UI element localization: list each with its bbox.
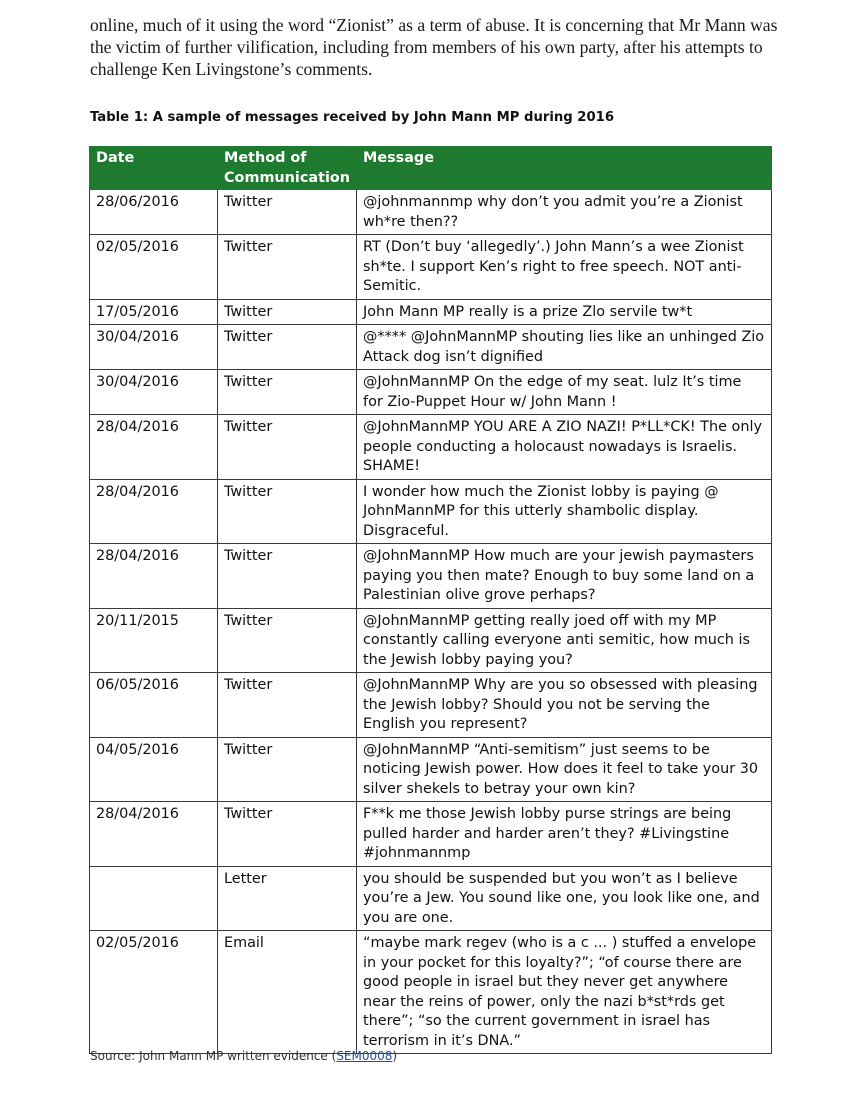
table-body [90,190,772,1054]
date-cell: 28/06/2016 [90,190,218,235]
date-cell: 28/04/2016 [90,802,218,867]
message-cell: @JohnMannMP “Anti-semitism” just seems to be noticing Jewish power. How does it feel to take your 30 silver shekels to betray your own kin? [357,737,772,802]
table-row [90,673,772,738]
table-caption: Table 1: A sample of messages received by John Mann MP during 2016 [90,110,615,125]
table-row [90,866,772,931]
date-cell: 06/05/2016 [90,673,218,738]
method-cell: Twitter [218,673,357,738]
message-cell: “maybe mark regev (who is a c ... ) stuffed a envelope in your pocket for this loyalty?”; “of course there are good people in israel but they never get anywhere near the reins of power, only the nazi b*st*rds get there”; “so the current government in israel has terrorism in it’s DNA.” [357,931,772,1054]
date-cell: 02/05/2016 [90,931,218,1054]
method-cell: Twitter [218,235,357,300]
method-cell: Twitter [218,802,357,867]
date-cell: 30/04/2016 [90,325,218,370]
table-header [90,147,772,190]
date-cell: 20/11/2015 [90,608,218,673]
message-cell: @JohnMannMP getting really joed off with my MP constantly calling everyone anti semitic, how much is the Jewish lobby paying you? [357,608,772,673]
column-header-method: Method of Communication [218,147,357,190]
date-cell: 30/04/2016 [90,370,218,415]
message-cell: I wonder how much the Zionist lobby is paying @ JohnMannMP for this utterly shambolic display. Disgraceful. [357,479,772,544]
intro-paragraph: online, much of it using the word “Zionist” as a term of abuse. It is concerning that Mr Mann was the victim of further vilification, including from members of his own party, after his attempts to challenge Ken Livingstone’s comments. [90,15,778,79]
date-cell [90,866,218,931]
message-cell: @JohnMannMP Why are you so obsessed with pleasing the Jewish lobby? Should you not be serving the English you represent? [357,673,772,738]
date-cell: 17/05/2016 [90,299,218,325]
date-cell: 02/05/2016 [90,235,218,300]
column-header-message: Message [357,147,772,190]
method-cell: Twitter [218,299,357,325]
table-row [90,737,772,802]
method-cell: Twitter [218,544,357,609]
table-row [90,370,772,415]
table-row [90,479,772,544]
table-row [90,235,772,300]
date-cell: 04/05/2016 [90,737,218,802]
source-prefix: Source: John Mann MP written evidence ( [90,1049,337,1063]
message-cell: RT (Don’t buy ‘allegedly’.) John Mann’s a wee Zionist sh*te. I support Ken’s right to free speech. NOT anti-Semitic. [357,235,772,300]
table-row [90,931,772,1054]
table-row [90,415,772,480]
header-row [90,147,772,190]
table-row [90,802,772,867]
table-row [90,608,772,673]
method-cell: Email [218,931,357,1054]
date-cell: 28/04/2016 [90,544,218,609]
table-row [90,544,772,609]
message-cell: John Mann MP really is a prize Zlo servile tw*t [357,299,772,325]
source-suffix: ) [392,1049,398,1063]
method-cell: Twitter [218,415,357,480]
message-cell: @JohnMannMP How much are your jewish paymasters paying you then mate? Enough to buy some land on a Palestinian olive grove perhaps? [357,544,772,609]
date-cell: 28/04/2016 [90,479,218,544]
method-cell: Twitter [218,479,357,544]
method-cell: Twitter [218,737,357,802]
column-header-date: Date [90,147,218,190]
message-cell: @johnmannmp why don’t you admit you’re a Zionist wh*re then?? [357,190,772,235]
source-note [90,1049,397,1063]
date-cell: 28/04/2016 [90,415,218,480]
table-row [90,190,772,235]
method-cell: Letter [218,866,357,931]
method-cell: Twitter [218,370,357,415]
message-cell: F**k me those Jewish lobby purse strings are being pulled harder and harder aren’t they? #Livingstine #johnmannmp [357,802,772,867]
evidence-link[interactable]: SEM0008 [336,1049,393,1063]
method-cell: Twitter [218,608,357,673]
method-cell: Twitter [218,190,357,235]
method-cell: Twitter [218,325,357,370]
table-row [90,299,772,325]
message-cell: you should be suspended but you won’t as I believe you’re a Jew. You sound like one, you look like one, and you are one. [357,866,772,931]
table-row [90,325,772,370]
messages-table [89,146,772,1054]
message-cell: @**** @JohnMannMP shouting lies like an unhinged Zio Attack dog isn’t dignified [357,325,772,370]
message-cell: @JohnMannMP On the edge of my seat. lulz It’s time for Zio-Puppet Hour w/ John Mann ! [357,370,772,415]
message-cell: @JohnMannMP YOU ARE A ZIO NAZI! P*LL*CK! The only people conducting a holocaust nowadays is Israelis. SHAME! [357,415,772,480]
